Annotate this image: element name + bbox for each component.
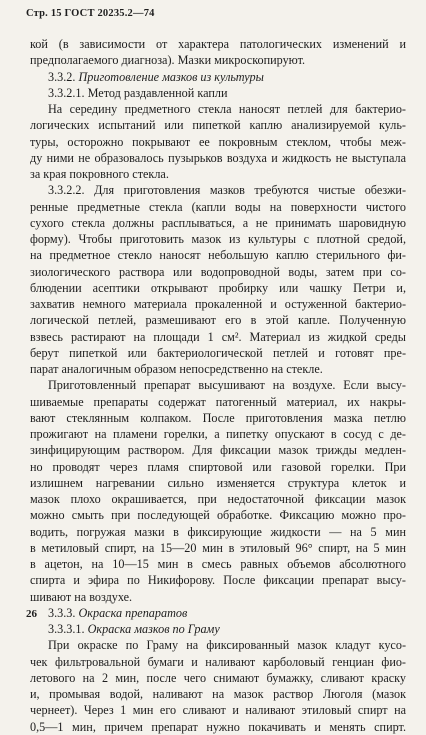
text-line: логической петлей, размешивают его в этой капле. Полученную [30,313,406,328]
text-line: чернеет). Через 1 мин его сливают и наливают этиловый спирт на [30,703,406,718]
text-line: в ацетон, на 10—15 мин в смесь равных объемов абсолютного [30,557,406,571]
text-line [30,69,406,85]
text-line [30,605,406,621]
heading-title: Окраска препаратов [78,605,188,620]
text-line: кой (в зависимости от характера патологических изменений и [30,37,406,51]
text-line: 3.3.2.1. Метод раздавленной капли [48,85,228,100]
text-line: взвесь растирают на площади 1 см². Материал из жидкой среды [30,329,406,344]
page-number: 26 [26,608,37,620]
text-line: зиологического раствора или водопроводной воды, затем при со- [30,264,406,279]
document-body [30,36,406,735]
heading-number: 3.3.3. [48,605,79,620]
text-line: предполагаемого диагноза). Мазки микроскопируют. [30,53,306,68]
text-line: в метиловый спирт, на 15—20 мин в этиловый 96° спирт, на 5 мин [30,540,406,555]
text-line: зинфицирующим раствором. Для фиксации мазок трижды медлен- [30,443,406,458]
text-line: На середину предметного стекла наносят петлей для бактерио- [48,102,406,116]
heading-number: 3.3.2. [48,69,79,84]
text-line: парат аналогичным образом непосредственно на стекле. [30,362,323,376]
text-line: на предметное стекло наносят небольшую каплю стерильного фи- [30,248,406,263]
text-line: спирта и эфира по Никифорову. После фиксации препарат высу- [30,573,406,588]
text-line: за края покровного стекла. [30,167,169,181]
text-line: излишнем нагревании сильно изменяется структура клеток и [30,475,406,490]
text-line: и, промывая водой, наливают на мазок раствор Люголя (мазок [30,687,406,701]
heading-title: Окраска мазков по Граму [87,622,220,636]
text-line: ду ними не образовалось пузырьков воздуха и жидкость не выступала [30,150,406,165]
text-line: водить, погружая мазки в фиксирующие жидкости — на 5 мин [30,524,406,539]
page-header: Стр. 15 ГОСТ 20235.2—74 [26,8,155,19]
text-line: можно смыть при последующей обработке. Фиксацию можно про- [30,508,406,523]
text-line: вают стеклянным колпаком. После приготовления мазка петлю [30,410,406,425]
text-line: шиваемые препараты содержат патогенный материал, их накры- [30,394,406,409]
heading-number: 3.3.3.1. [48,622,88,636]
text-line: ренные предметные стекла (капли воды на поверхности чистого [30,199,406,214]
heading-title: Приготовление мазков из культуры [78,69,264,84]
text-line: шивают на воздухе. [30,589,133,604]
text-line: При окраске по Граму на фиксированный мазок кладут кусо- [48,638,406,653]
text-line: сухого стекла должны расплываться, а не принимать шаровидную [30,215,406,230]
text-line: форму). Чтобы приготовить мазок из культуры с плотной средой, [30,232,406,246]
text-line: летового на 2 мин, после чего снимают бумажку, сливают краску [30,670,406,685]
text-line: но проводят через пламя спиртовой или газовой горелки. При [30,459,406,474]
text-line: прожигают на пламени горелки, а пипетку опускают в сосуд с де- [30,427,406,441]
text-line: 0,5—1 мин, причем препарат нужно покачивать и менять спирт. [30,719,406,734]
text-line: захватив немного материала прокаленной и остуженной бактерио- [30,297,406,311]
text-line: логических испытаний или пипеткой каплю анализируемой куль- [30,118,406,133]
text-line: 3.3.2.2. Для приготовления мазков требуются чистые обезжи- [48,183,406,198]
text-line: Приготовленный препарат высушивают на воздухе. Если высу- [48,378,406,393]
text-line: туры, осторожно покрывают ее покровным стеклом, чтобы меж- [30,134,406,149]
text-line: чек фильтровальной бумаги и наливают карболовый генциан фио- [30,654,406,669]
text-line: берут пипеткой или бактериологической петлей и готовят пре- [30,345,406,360]
text-line: блюдении асептики открывают пробирку или чашку Петри и, [30,280,406,295]
text-line: мазок плохо окрашивается, при недостаточной фиксации мазок [30,492,406,506]
